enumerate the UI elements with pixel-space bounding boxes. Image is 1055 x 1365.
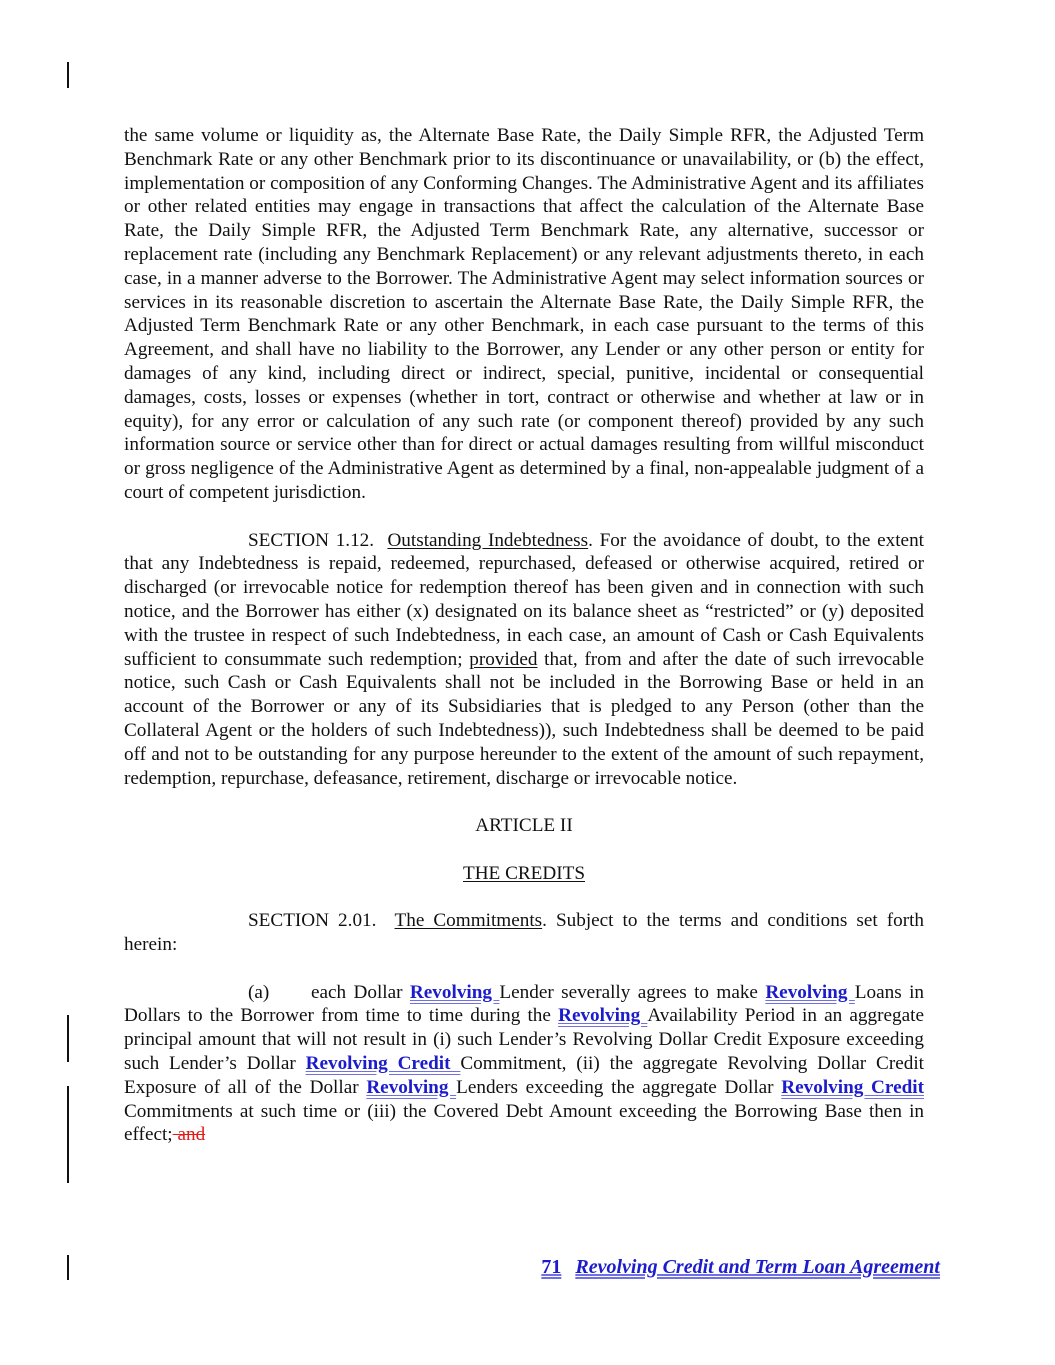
section-text-cont: that, from and after the date of such irrevocable notice, such Cash or Cash Equivalents shall not be included in the Borrowing Base or held in an account of the Borrower or any of its Subsidiaries that is pledged to any Person (other than the Collateral Agent or the holders of such Indebtedness)), such Indebtedness shall be deemed to be paid off and not to be outstanding for any purpose hereunder to the extent of the amount of such repayment, redemption, repurchase, defeasance, retirement, discharge or irrevocable notice. <box>124 648 924 789</box>
footer-title[interactable]: Revolving Credit and Term Loan Agreement <box>575 1256 940 1278</box>
insertion[interactable]: Revolving Credit <box>781 1076 924 1098</box>
document-body <box>124 124 924 1147</box>
article-title: THE CREDITS <box>462 862 586 884</box>
section-1-12 <box>124 529 924 791</box>
deletion[interactable]: and <box>172 1124 206 1146</box>
clause-label: (a) <box>248 981 270 1003</box>
paragraph-benchmark-disclaimer: the same volume or liquidity as, the Alternate Base Rate, the Daily Simple RFR, the Adjusted Term Benchmark Rate or any other Benchmark prior to its discontinuance or unavailability, or (b) the effect, implementation or composition of any Conforming Changes. The Administrative Agent and its affiliates or other related entities may engage in transactions that affect the calculation of the Alternate Base Rate, the Daily Simple RFR, the Adjusted Term Benchmark Rate, any alternative, successor or replacement rate (including any Benchmark Replacement) or any relevant adjustments thereto, in each case, in a manner adverse to the Borrower. The Administrative Agent may select information sources or services in its reasonable discretion to ascertain the Alternate Base Rate, the Daily Simple RFR, the Adjusted Term Benchmark Rate or any other Benchmark, in each case pursuant to the terms of this Agreement, and shall have no liability to the Borrower, any Lender or any other person or entity for damages of any kind, including direct or indirect, special, punitive, incidental or consequential damages, costs, losses or expenses (whether in tort, contract or otherwise and whether at law or in equity), for any error or calculation of any such rate (or component thereof) provided by any such information source or service other than for direct or actual damages resulting from willful misconduct or gross negligence of the Administrative Agent as determined by a final, non-appealable judgment of a court of competent jurisdiction. <box>124 125 924 503</box>
change-bar-clause-a-2 <box>67 1086 69 1183</box>
change-bar-clause-a-1 <box>67 1015 69 1062</box>
insertion[interactable]: Revolving <box>409 981 500 1003</box>
section-2-01 <box>124 909 924 957</box>
provided-term: provided <box>469 648 538 670</box>
section-number: SECTION 2.01. <box>248 910 377 932</box>
page-footer <box>520 1256 940 1279</box>
insertion[interactable]: Revolving <box>558 1005 648 1027</box>
section-heading: Outstanding Indebtedness <box>387 529 589 551</box>
insertion[interactable]: Revolving Credit <box>305 1053 461 1075</box>
insertion[interactable]: Revolving <box>765 981 855 1003</box>
change-bar-footer <box>67 1255 69 1280</box>
section-text: . For the avoidance of doubt, to the extent that any Indebtedness is repaid, redeemed, repurchased, defeased or otherwise acquired, retired or discharged (or irrevocable notice for redemption thereof has been given and in connection with such notice, and the Borrower has either (x) designated on its balance sheet as “restricted” or (y) deposited with the trustee in respect of such Indebtedness, in each case, an amount of Cash or Cash Equivalents sufficient to consummate such redemption; <box>124 529 925 670</box>
section-text: . Subject to the terms and conditions set forth herein: <box>124 910 925 956</box>
page-number[interactable]: 71 <box>541 1256 562 1278</box>
article-number: ARTICLE II <box>475 815 573 837</box>
change-bar-top <box>67 62 69 88</box>
section-number: SECTION 1.12. <box>248 529 375 551</box>
clause-a: (a) each Dollar Revolving Lender severally agrees to make Revolving Loans in Dollars to the Borrower from time to time during the Revolving Availability Period in an aggregate principal amount that will not result in (i) such Lender’s Revolving Dollar Credit Exposure exceeding such Lender’s Dollar Revolving Credit Commitment, (ii) the aggregate Revolving Dollar Credit Exposure of all of the Dollar Revolving Lenders exceeding the aggregate Dollar Revolving Credit Commitments at such time or (iii) the Covered Debt Amount exceeding the Borrowing Base then in effect; and <box>124 981 925 1146</box>
section-heading: The Commitments <box>394 910 543 932</box>
insertion[interactable]: Revolving <box>366 1076 457 1098</box>
